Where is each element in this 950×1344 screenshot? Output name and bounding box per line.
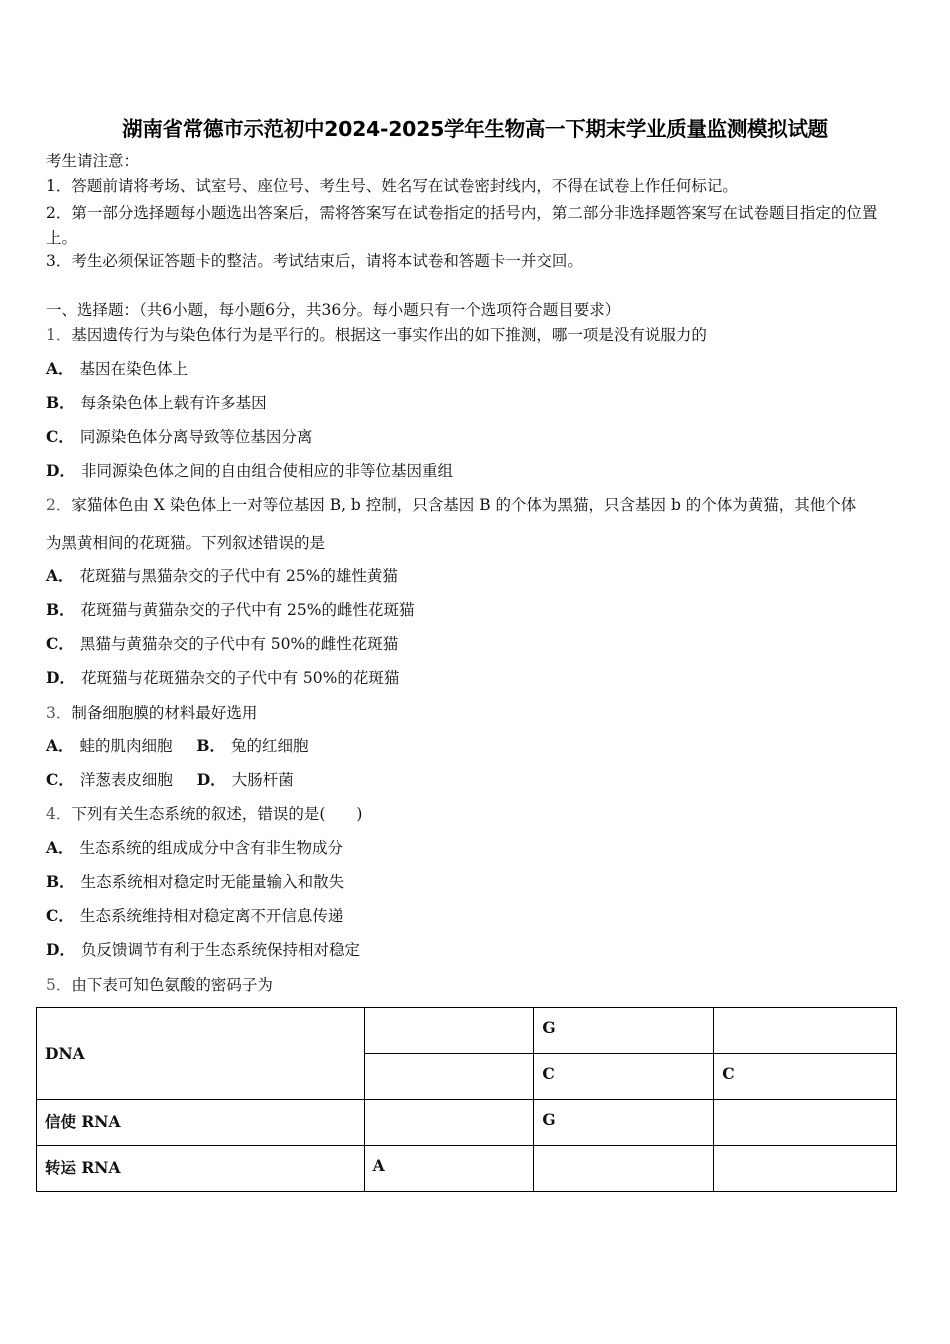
option-text: 同源染色体分离导致等位基因分离 <box>79 428 313 446</box>
option-text: 黑猫与黄猫杂交的子代中有 50%的雌性花斑猫 <box>79 635 399 653</box>
option-b[interactable] <box>46 600 415 620</box>
question-2-stem-cont: 为黑黄相间的花斑猫。下列叙述错误的是 <box>46 534 326 552</box>
option-label: D． <box>46 668 75 687</box>
table-cell <box>534 1146 714 1192</box>
option-b[interactable] <box>46 872 344 892</box>
option-a[interactable] <box>46 838 343 858</box>
option-row <box>46 770 294 790</box>
option-b[interactable] <box>196 737 308 755</box>
notice-item: 3．考生必须保证答题卡的整洁。考试结束后，请将本试卷和答题卡一并交回。 <box>46 252 583 270</box>
option-text: 洋葱表皮细胞 <box>79 771 173 789</box>
question-text: 制备细胞膜的材料最好选用 <box>71 704 258 722</box>
row-label-dna: DNA <box>37 1008 365 1100</box>
option-label: A． <box>46 838 74 857</box>
option-label: C． <box>46 770 74 789</box>
option-label: D． <box>46 461 75 480</box>
option-row <box>46 736 309 756</box>
table-cell: A <box>364 1146 534 1192</box>
table-cell <box>364 1100 534 1146</box>
option-a[interactable] <box>46 566 398 586</box>
option-label: B． <box>46 600 75 619</box>
option-label: B． <box>196 736 226 755</box>
question-text: 下列有关生态系统的叙述，错误的是( ) <box>71 805 363 823</box>
question-3-stem <box>46 703 257 723</box>
option-label: D． <box>46 940 75 959</box>
table-cell <box>364 1054 534 1100</box>
option-d[interactable] <box>197 771 294 789</box>
option-text: 花斑猫与黄猫杂交的子代中有 25%的雌性花斑猫 <box>80 601 415 619</box>
option-text: 负反馈调节有利于生态系统保持相对稳定 <box>80 941 360 959</box>
table-cell <box>714 1100 897 1146</box>
question-text: 由下表可知色氨酸的密码子为 <box>71 976 273 994</box>
option-d[interactable] <box>46 461 453 481</box>
option-c[interactable] <box>46 634 398 654</box>
section-heading: 一、选择题：（共6小题，每小题6分，共36分。每小题只有一个选项符合题目要求） <box>46 301 621 319</box>
option-label: C． <box>46 634 74 653</box>
row-label-trna: 转运 RNA <box>37 1146 365 1192</box>
question-text: 基因遗传行为与染色体行为是平行的。根据这一事实作出的如下推测，哪一项是没有说服力的 <box>71 326 707 344</box>
option-label: C． <box>46 427 74 446</box>
option-d[interactable] <box>46 940 360 960</box>
table-row <box>37 1008 897 1054</box>
option-text: 每条染色体上载有许多基因 <box>80 394 267 412</box>
option-text: 花斑猫与黑猫杂交的子代中有 25%的雄性黄猫 <box>79 567 398 585</box>
table-row <box>37 1146 897 1192</box>
option-d[interactable] <box>46 668 399 688</box>
table-cell <box>364 1008 534 1054</box>
option-text: 生态系统的组成成分中含有非生物成分 <box>79 839 344 857</box>
option-text: 兔的红细胞 <box>231 737 309 755</box>
question-number: 1． <box>46 326 72 344</box>
option-text: 花斑猫与花斑猫杂交的子代中有 50%的花斑猫 <box>80 669 400 687</box>
question-number: 3． <box>46 704 72 722</box>
question-number: 2． <box>46 496 72 514</box>
table-cell <box>714 1008 897 1054</box>
option-label: C． <box>46 906 74 925</box>
option-c[interactable] <box>46 427 312 447</box>
table-cell: G <box>534 1100 714 1146</box>
row-label-mrna: 信使 RNA <box>37 1100 365 1146</box>
question-1-stem <box>46 325 707 345</box>
option-c[interactable] <box>46 771 173 789</box>
table-cell: C <box>714 1054 897 1100</box>
option-label: D． <box>196 770 226 789</box>
option-label: A． <box>46 566 74 585</box>
notice-heading: 考生请注意： <box>46 152 140 170</box>
question-5-stem <box>46 975 273 995</box>
question-number: 5． <box>46 976 72 994</box>
table-row <box>37 1100 897 1146</box>
table-cell <box>714 1146 897 1192</box>
option-label: A． <box>46 736 74 755</box>
option-text: 生态系统维持相对稳定离不开信息传递 <box>79 907 344 925</box>
option-text: 非同源染色体之间的自由组合使相应的非等位基因重组 <box>80 462 453 480</box>
question-text: 家猫体色由 X 染色体上一对等位基因 B, b 控制，只含基因 B 的个体为黑猫，只含基因 b 的个体为黄猫，其他个体 <box>71 496 857 514</box>
option-text: 大肠杆菌 <box>231 771 294 789</box>
question-2-stem <box>46 495 856 515</box>
table-cell: G <box>534 1008 714 1054</box>
option-a[interactable] <box>46 737 173 755</box>
option-a[interactable] <box>46 359 188 379</box>
option-b[interactable] <box>46 393 267 413</box>
notice-item: 1．答题前请将考场、试室号、座位号、考生号、姓名写在试卷密封线内，不得在试卷上作任何标记。 <box>46 177 738 195</box>
option-text: 基因在染色体上 <box>79 360 189 378</box>
option-label: A． <box>46 359 74 378</box>
option-c[interactable] <box>46 906 343 926</box>
question-4-stem <box>46 804 362 824</box>
option-label: B． <box>46 872 75 891</box>
codon-table <box>36 1007 897 1192</box>
option-label: B． <box>46 393 75 412</box>
table-cell: C <box>534 1054 714 1100</box>
question-number: 4． <box>46 805 72 823</box>
notice-item: 2．第一部分选择题每小题选出答案后，需将答案写在试卷指定的括号内，第二部分非选择题答案写在试卷题目指定的位置上。 <box>46 204 878 247</box>
option-text: 生态系统相对稳定时无能量输入和散失 <box>80 873 345 891</box>
page-title: 湖南省常德市示范初中2024-2025学年生物高一下期末学业质量监测模拟试题 <box>122 117 828 141</box>
option-text: 蛙的肌肉细胞 <box>79 737 173 755</box>
